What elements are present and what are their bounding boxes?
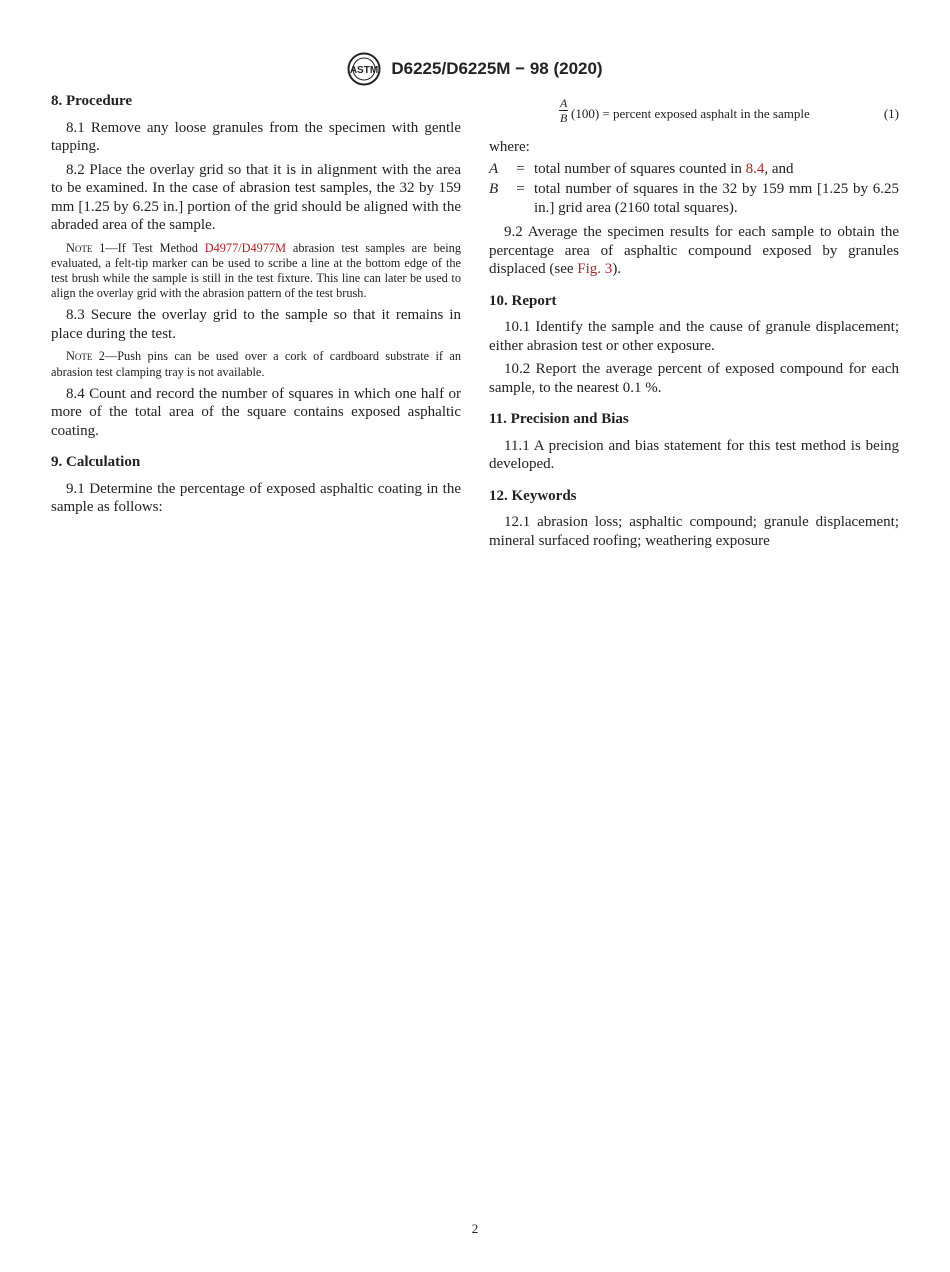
definition-text: total number of squares in the 32 by 159 mm [1.25 by 6.25 in.] grid area (2160 total squares). xyxy=(534,181,899,216)
paragraph-9-2 xyxy=(489,223,899,279)
note-1 xyxy=(51,241,461,302)
definition-text xyxy=(534,160,899,179)
link-fig-3[interactable]: Fig. 3 xyxy=(577,261,613,277)
document-title: D6225/D6225M − 98 (2020) xyxy=(391,59,603,78)
section-heading-keywords: 12. Keywords xyxy=(489,487,577,504)
astm-logo-icon xyxy=(347,52,381,86)
equation-body: (100) = percent exposed asphalt in the sample xyxy=(571,106,810,121)
definition-text-post: , and xyxy=(764,160,794,177)
definition-a xyxy=(489,160,899,179)
note-2 xyxy=(51,349,461,379)
paragraph-12-1: 12.1 abrasion loss; asphaltic compound; granule displacement; mineral surfaced roofing; weathering exposure xyxy=(489,514,899,549)
section-heading-report: 10. Report xyxy=(489,292,557,309)
equation-denominator: B xyxy=(560,111,568,125)
section-heading-procedure: 8. Procedure xyxy=(51,93,133,109)
right-column xyxy=(489,92,899,555)
equation-1 xyxy=(489,92,899,132)
paragraph-10-1: 10.1 Identify the sample and the cause of granule displacement; either abrasion test or other exposure. xyxy=(489,319,899,354)
equation-number: (1) xyxy=(883,106,899,121)
equation-numerator: A xyxy=(560,96,568,110)
definition-equals: = xyxy=(516,160,525,177)
paragraph-9-2-pre: 9.2 Average the specimen results for each sample to obtain the percentage area of asphaltic compound exposed by granules displaced (see xyxy=(489,224,899,277)
link-8-4[interactable]: 8.4 xyxy=(745,160,765,177)
where-label: where: xyxy=(489,139,530,155)
paragraph-9-2-post: ). xyxy=(612,261,622,277)
definition-symbol: A xyxy=(489,160,499,177)
definition-equals: = xyxy=(516,181,525,197)
paragraph-9-1: 9.1 Determine the percentage of exposed asphaltic coating in the sample as follows: xyxy=(51,480,461,516)
equation-fraction xyxy=(559,96,568,125)
left-column xyxy=(51,92,461,522)
paragraph-8-1: 8.1 Remove any loose granules from the specimen with gentle tapping. xyxy=(51,119,461,154)
svg-text:ASTM: ASTM xyxy=(350,65,379,76)
paragraph-8-3: 8.3 Secure the overlay grid to the sample so that it remains in place during the test. xyxy=(51,307,461,342)
paragraph-8-4: 8.4 Count and record the number of squares in which one half or more of the total area of the square contains exposed asphaltic coating. xyxy=(51,385,461,439)
definition-text-pre: total number of squares counted in xyxy=(534,160,746,177)
definition-symbol: B xyxy=(489,181,499,197)
note-1-text-pre: —If Test Method xyxy=(105,240,205,255)
note-1-label: Note 1 xyxy=(66,240,106,255)
definition-b xyxy=(489,180,899,217)
page-header xyxy=(0,52,950,86)
note-1-text-post: abrasion test samples are being evaluated, a felt-tip marker can be used to scribe a line at the bottom edge of the test brush while the sample is still in the test fixture. This line can later be used to align the overlay grid with the abrasion pattern of the test brush. xyxy=(51,240,461,301)
paragraph-11-1: 11.1 A precision and bias statement for this test method is being developed. xyxy=(489,437,899,472)
section-heading-precision-bias: 11. Precision and Bias xyxy=(489,411,629,427)
paragraph-8-2: 8.2 Place the overlay grid so that it is in alignment with the area to be examined. In the case of abrasion test samples, the 32 by 159 mm [1.25 by 6.25 in.] portion of the grid should be aligned with the abraded area of the sample. xyxy=(51,161,461,233)
note-2-label: Note 2 xyxy=(66,349,105,364)
note-2-text: —Push pins can be used over a cork of cardboard substrate if an abrasion test clamping tray is not available. xyxy=(51,349,461,379)
paragraph-10-2: 10.2 Report the average percent of exposed compound for each sample, to the nearest 0.1 %. xyxy=(489,361,899,396)
section-heading-calculation: 9. Calculation xyxy=(51,454,141,471)
page-number: 2 xyxy=(471,1221,479,1236)
link-d4977[interactable]: D4977/D4977M xyxy=(204,240,287,255)
